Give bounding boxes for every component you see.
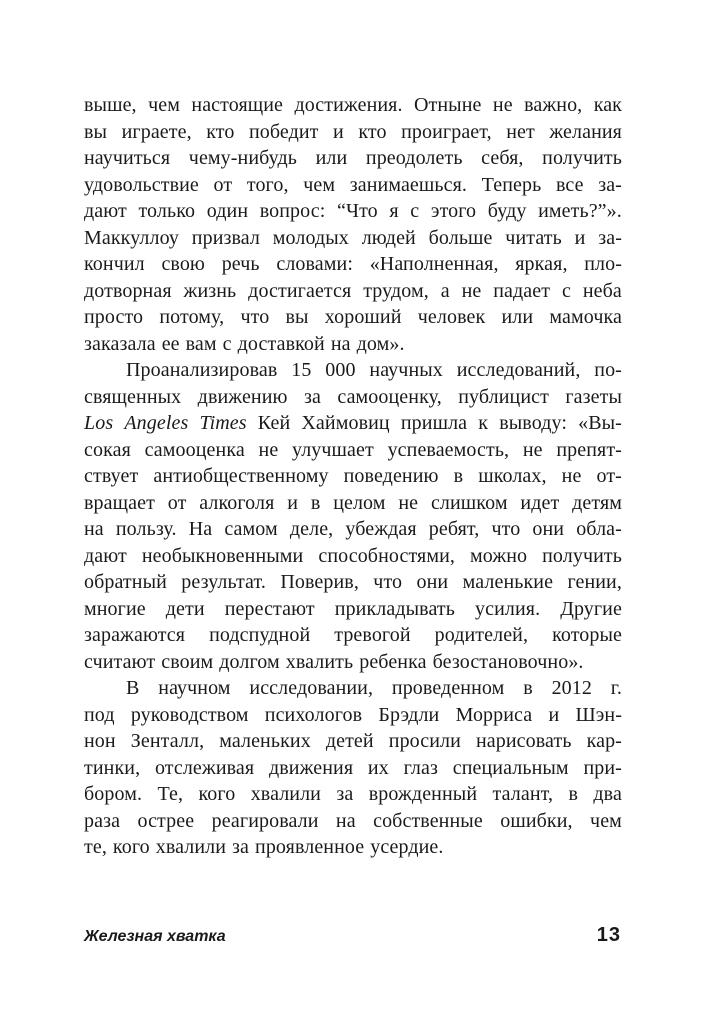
word: нет: [506, 120, 535, 143]
word: вы: [84, 120, 108, 143]
word: с: [562, 279, 571, 302]
word: не: [398, 491, 419, 514]
word: сокая: [84, 438, 131, 461]
word: что: [491, 518, 521, 540]
word: алкоголя: [199, 491, 275, 514]
word: в: [523, 677, 533, 699]
word: маленькие: [462, 571, 554, 593]
word: выше,: [84, 94, 137, 116]
word: хвалили: [155, 836, 227, 858]
word: В: [126, 677, 140, 699]
word: только: [138, 200, 196, 222]
word: удовольствие: [84, 173, 199, 196]
word: мамочка: [549, 306, 622, 328]
word: от-: [596, 465, 622, 487]
word: детей: [325, 730, 374, 752]
word: хвалить: [285, 650, 354, 673]
word: поведению: [343, 465, 439, 487]
running-footer-title: Железная хватка: [84, 928, 226, 945]
word: чем: [148, 94, 180, 116]
word: ее: [161, 332, 180, 355]
word: психологов: [264, 703, 363, 726]
word: тревогой: [334, 624, 411, 646]
text-line: [84, 569, 622, 596]
word: что: [240, 306, 270, 328]
word: раза: [84, 809, 121, 832]
word: за: [336, 783, 354, 805]
word: под: [84, 703, 115, 726]
word: руководством: [130, 703, 249, 726]
word: «Вы-: [578, 412, 622, 434]
word: Морриса: [455, 703, 533, 726]
word: «Наполненная,: [369, 253, 499, 275]
word: препят-: [556, 438, 622, 461]
word: что: [373, 571, 403, 593]
word: движению: [197, 385, 288, 408]
word: как: [593, 94, 622, 116]
text-line: [84, 304, 622, 331]
text-line: [84, 251, 622, 278]
word: с: [222, 332, 232, 355]
text-line: [84, 649, 622, 676]
text-line: [84, 516, 622, 543]
word: газеты: [565, 385, 622, 408]
word: преодолеть: [365, 147, 463, 169]
word: антиобщественному: [153, 465, 329, 487]
text-line: [84, 225, 622, 252]
word: за: [232, 836, 250, 858]
word: хороший: [324, 306, 402, 328]
word: ребят,: [428, 518, 480, 540]
text-line: [84, 755, 622, 782]
text-line: [84, 172, 622, 199]
word: молодых: [272, 226, 349, 249]
word: проявленное: [255, 836, 365, 858]
word: На: [188, 518, 213, 540]
word: на: [84, 518, 104, 540]
word: Брэдли: [378, 703, 440, 726]
text-line: [84, 622, 622, 649]
word: чему-нибудь: [188, 147, 297, 169]
word: людей: [361, 226, 416, 249]
word: убеждая: [345, 518, 417, 540]
word: самооценка: [144, 438, 245, 461]
word: успеваемость,: [387, 438, 510, 461]
word: врожденный: [368, 783, 478, 805]
word: жизнь: [183, 279, 237, 302]
word: дети: [165, 597, 205, 620]
word: многие: [84, 597, 146, 620]
text-line: [84, 384, 622, 411]
word: играете,: [121, 120, 192, 143]
word: иметь?”».: [538, 200, 622, 222]
text-line: [84, 278, 622, 305]
word: потому,: [159, 306, 225, 328]
word: гении,: [567, 571, 622, 593]
text-line: [84, 543, 622, 570]
word: 15: [291, 359, 312, 381]
word: идет: [520, 491, 560, 514]
word: Маккуллоу: [84, 226, 180, 249]
word: те,: [84, 836, 107, 858]
word: один: [206, 200, 249, 222]
word: улучшает: [292, 438, 374, 461]
word: вам: [185, 332, 217, 355]
word: школах,: [478, 465, 547, 487]
word: читать: [505, 226, 562, 249]
word: на: [330, 332, 351, 355]
word: достигается: [248, 279, 352, 302]
word: Зенталл,: [130, 730, 205, 752]
word: можно: [469, 544, 528, 567]
word: и: [574, 226, 586, 249]
text-line: [84, 728, 622, 755]
word: специальным: [452, 756, 569, 779]
word: достижения.: [294, 94, 403, 116]
word: просто: [84, 306, 144, 328]
text-line: [84, 490, 622, 517]
text-line: [84, 702, 622, 729]
word: себя,: [481, 147, 524, 169]
word: кто: [206, 120, 235, 143]
word: падает: [493, 279, 551, 302]
word: результат.: [181, 571, 266, 593]
text-line: [84, 808, 622, 835]
word: не: [492, 94, 513, 116]
word: выводу:: [499, 412, 567, 434]
text-line: [84, 675, 622, 702]
text-line: [84, 437, 622, 464]
text-line: [84, 410, 622, 437]
word: реагировали: [211, 809, 319, 832]
word: кого: [198, 783, 236, 805]
word: дотворная: [84, 279, 172, 302]
text-line: [84, 463, 622, 490]
word: деле,: [289, 518, 334, 540]
word: они: [532, 518, 565, 540]
word: кто: [358, 120, 387, 143]
word: трудом,: [363, 279, 429, 302]
word: по-: [594, 359, 622, 381]
word: от: [167, 491, 187, 514]
word: талант,: [492, 783, 554, 805]
word: способностями,: [318, 544, 455, 567]
word: не: [461, 279, 482, 302]
word: вращает: [84, 491, 155, 514]
word: к: [478, 412, 489, 434]
word: Шэн-: [575, 703, 622, 726]
word: чем: [303, 173, 336, 196]
word: я: [389, 200, 399, 222]
word: дают: [84, 544, 127, 567]
word: Angeles: [124, 412, 189, 434]
word: ошибки,: [500, 809, 573, 832]
word: проиграет,: [401, 120, 492, 143]
word: прикладывать: [334, 597, 455, 620]
word: человек: [417, 306, 486, 328]
word: дают: [84, 200, 127, 222]
word: маленьких: [219, 730, 311, 752]
word: Теперь: [481, 173, 542, 196]
word: нарисовать: [475, 730, 572, 752]
word: за: [303, 385, 321, 408]
word: в: [568, 783, 579, 805]
word: научном: [158, 677, 231, 699]
text-line: [84, 781, 622, 808]
word: Проанализировав: [126, 359, 278, 381]
word: свою: [161, 253, 205, 275]
word: усилия.: [475, 597, 541, 620]
word: того,: [246, 173, 289, 196]
word: на: [335, 809, 356, 832]
word: бором.: [84, 783, 143, 805]
word: Поверив,: [280, 571, 359, 593]
word: с: [410, 200, 420, 222]
word: два: [593, 783, 622, 805]
word: важно,: [524, 94, 583, 116]
word: слишком: [430, 491, 508, 514]
word: пришла: [400, 412, 468, 434]
word: самооценку,: [337, 385, 442, 408]
word: словами:: [276, 253, 353, 275]
word: целом: [333, 491, 386, 514]
word: яркая,: [515, 253, 568, 275]
word: нон: [84, 730, 116, 752]
word: кого: [112, 836, 150, 858]
word: кончил: [84, 253, 145, 275]
word: подспудной: [209, 624, 311, 646]
word: и: [287, 491, 299, 514]
word: священных: [84, 385, 182, 408]
word: безостановочно».: [432, 650, 584, 673]
word: кар-: [586, 730, 622, 752]
word: не: [522, 438, 543, 461]
word: хвалили: [250, 783, 321, 805]
word: от: [213, 173, 233, 196]
word: в: [310, 491, 321, 514]
text-line: [84, 119, 622, 146]
word: ствует: [84, 465, 139, 487]
word: чем: [590, 809, 622, 832]
word: желания: [549, 120, 622, 143]
word: научиться: [84, 147, 171, 169]
word: и: [548, 703, 560, 726]
word: и: [333, 120, 344, 143]
word: неба: [582, 279, 622, 302]
text-line: [84, 92, 622, 119]
word: Другие: [560, 597, 622, 620]
text-line: [84, 198, 622, 225]
text-line: [84, 357, 622, 384]
word: Хаймовиц: [301, 412, 390, 434]
word: они: [416, 571, 449, 593]
word: вопрос:: [259, 200, 326, 222]
word: не: [561, 465, 582, 487]
text-line: [84, 596, 622, 623]
word: публицист: [458, 385, 549, 408]
text-line: [84, 331, 622, 358]
word: проведенном: [391, 677, 505, 699]
word: 2012: [551, 677, 592, 699]
word: которые: [552, 624, 622, 646]
word: при-: [583, 756, 622, 779]
word: получить: [542, 147, 622, 169]
word: их: [367, 756, 389, 779]
word: доставкой: [237, 332, 325, 355]
word: обратный: [84, 571, 167, 593]
page-number: 13: [596, 924, 621, 946]
word: исследовании,: [249, 677, 374, 699]
word: г.: [610, 677, 622, 699]
word: Отныне: [413, 94, 482, 116]
word: самом: [224, 518, 278, 540]
word: ребенка: [359, 650, 427, 673]
word: обла-: [576, 518, 622, 540]
word: научных: [369, 359, 443, 381]
word: за-: [598, 173, 622, 196]
word: призвал: [191, 226, 261, 249]
word: получить: [542, 544, 622, 567]
word: исследований,: [456, 359, 581, 381]
word: буду: [487, 200, 527, 222]
word: долгом: [219, 650, 280, 673]
word: собственные: [373, 809, 483, 832]
text-line: [84, 834, 622, 861]
word: “Что: [337, 200, 378, 222]
word: пло-: [584, 253, 622, 275]
word: заражаются: [84, 624, 186, 646]
word: в: [453, 465, 464, 487]
text-line: [84, 145, 622, 172]
word: а: [440, 279, 450, 302]
word: отслеживая: [154, 756, 255, 779]
word: или: [315, 147, 348, 169]
word: этого: [430, 200, 477, 222]
word: или: [501, 306, 534, 328]
word: занимаешься.: [349, 173, 468, 196]
word: перестают: [224, 597, 315, 620]
word: заказала: [84, 332, 156, 355]
word: просили: [388, 730, 461, 752]
word: настоящие: [191, 94, 284, 116]
word: вы: [285, 306, 309, 328]
word: больше: [428, 226, 493, 249]
word: дом».: [356, 332, 405, 355]
word: необыкновенными: [141, 544, 304, 567]
word: движения: [268, 756, 354, 779]
word: острее: [137, 809, 195, 832]
word: Те,: [157, 783, 184, 805]
word: родителей,: [434, 624, 529, 646]
word: усердие.: [370, 836, 444, 858]
word: своим: [161, 650, 214, 673]
word: победит: [248, 120, 319, 143]
word: Los: [84, 412, 114, 434]
word: не: [258, 438, 279, 461]
word: детям: [572, 491, 622, 514]
word: 000: [325, 359, 356, 381]
word: пользу.: [115, 518, 177, 540]
word: за-: [598, 226, 622, 249]
body-text: [84, 92, 622, 861]
word: глаз: [403, 756, 438, 779]
word: считают: [84, 650, 156, 673]
word: все: [555, 173, 584, 196]
word: речь: [221, 253, 260, 275]
word: тинки,: [84, 756, 141, 779]
word: Times: [199, 412, 247, 434]
word: Кей: [257, 412, 291, 434]
